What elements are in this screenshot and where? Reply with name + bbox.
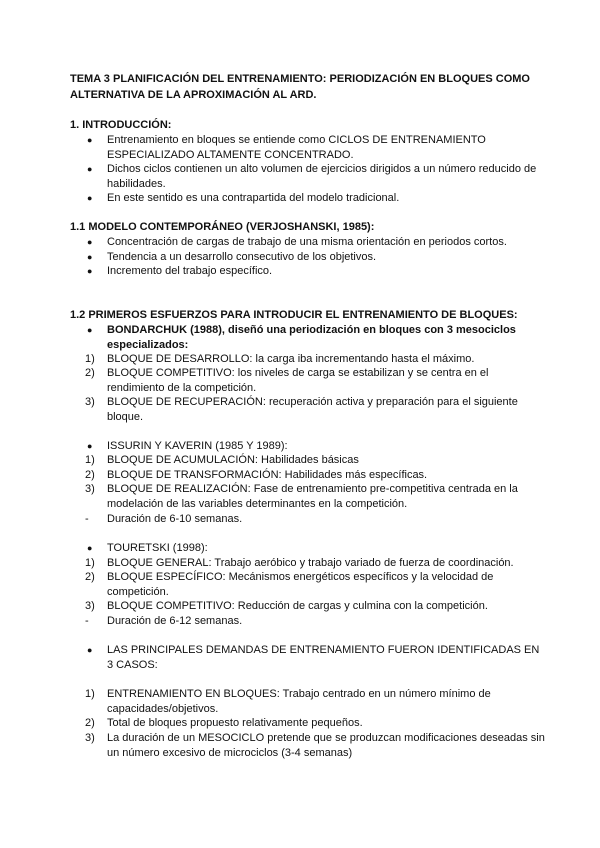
intro-bullet-3-text: En este sentido es una contrapartida del modelo tradicional.: [107, 192, 400, 204]
bondarchuk-item-3-text: BLOQUE DE RECUPERACIÓN: recuperación activa y preparación para el siguiente bloque.: [107, 396, 518, 423]
touretski-intro-text: TOURETSKI (1998):: [107, 542, 208, 554]
modelo-bullet-1: [87, 235, 547, 250]
intro-bullet-1-text: Entrenamiento en bloques se entiende como CICLOS DE ENTRENAMIENTO ESPECIALIZADO ALTAMENTE CONCENTRADO.: [107, 134, 486, 161]
number-marker: 1): [85, 688, 95, 700]
bondarchuk-intro-text: BONDARCHUK (1988), diseñó una periodización en bloques con 3 mesociclos especializados:: [107, 324, 516, 351]
number-marker: 3): [85, 600, 95, 612]
bullet-marker: ●: [87, 237, 93, 247]
issurin-item-1: [85, 453, 547, 468]
demandas-item-1: [85, 687, 547, 717]
bondarchuk-item-1-text: BLOQUE DE DESARROLLO: la carga iba incrementando hasta el máximo.: [107, 353, 475, 365]
bullet-marker: ●: [87, 135, 93, 145]
bullet-marker: ●: [87, 164, 93, 174]
modelo-bullet-1-text: Concentración de cargas de trabajo de una misma orientación en periodos cortos.: [107, 236, 507, 248]
touretski-duration: [85, 614, 547, 629]
demandas-item-2-text: Total de bloques propuesto relativamente pequeños.: [107, 717, 363, 729]
touretski-intro: [87, 541, 547, 556]
touretski-item-3: [85, 599, 547, 614]
demandas-item-2: [85, 716, 547, 731]
modelo-bullet-2: [87, 250, 547, 265]
dash-marker: -: [85, 513, 89, 525]
number-marker: 3): [85, 732, 95, 744]
demandas-item-1-text: ENTRENAMIENTO EN BLOQUES: Trabajo centrado en un número mínimo de capacidades/objetivos.: [107, 688, 491, 715]
section-1-heading: 1. INTRODUCCIÓN:: [70, 119, 172, 131]
section-1-1-heading: 1.1 MODELO CONTEMPORÁNEO (VERJOSHANSKI, 1985):: [70, 221, 375, 233]
issurin-intro-text: ISSURIN Y KAVERIN (1985 Y 1989):: [107, 440, 288, 452]
document-title: TEMA 3 PLANIFICACIÓN DEL ENTRENAMIENTO: PERIODIZACIÓN EN BLOQUES COMO ALTERNATIVA DE LA APROXIMACIÓN AL ARD.: [70, 73, 530, 101]
touretski-item-1: [85, 556, 547, 571]
issurin-item-2: [85, 468, 547, 483]
touretski-item-2: [85, 570, 547, 600]
intro-bullet-3: [87, 191, 547, 206]
number-marker: 1): [85, 557, 95, 569]
section-1-2-heading: 1.2 PRIMEROS ESFUERZOS PARA INTRODUCIR EL ENTRENAMIENTO DE BLOQUES:: [70, 309, 518, 321]
number-marker: 2): [85, 367, 95, 379]
number-marker: 2): [85, 469, 95, 481]
number-marker: 1): [85, 454, 95, 466]
bondarchuk-item-3: [85, 395, 547, 425]
issurin-duration-text: Duración de 6-10 semanas.: [107, 513, 243, 525]
issurin-item-2-text: BLOQUE DE TRANSFORMACIÓN: Habilidades más específicas.: [107, 469, 428, 481]
number-marker: 2): [85, 717, 95, 729]
intro-bullet-2: [87, 162, 547, 192]
touretski-item-1-text: BLOQUE GENERAL: Trabajo aeróbico y trabajo variado de fuerza de coordinación.: [107, 557, 514, 569]
number-marker: 3): [85, 483, 95, 495]
issurin-item-1-text: BLOQUE DE ACUMULACIÓN: Habilidades básicas: [107, 454, 359, 466]
bullet-marker: ●: [87, 193, 93, 203]
bondarchuk-item-1: [85, 352, 547, 367]
modelo-bullet-2-text: Tendencia a un desarrollo consecutivo de los objetivos.: [107, 251, 377, 263]
demandas-intro-text: LAS PRINCIPALES DEMANDAS DE ENTRENAMIENTO FUERON IDENTIFICADAS EN 3 CASOS:: [107, 644, 540, 671]
touretski-item-2-text: BLOQUE ESPECÍFICO: Mecánismos energéticos específicos y la velocidad de competición.: [107, 571, 494, 598]
number-marker: 2): [85, 571, 95, 583]
issurin-item-3: [85, 482, 547, 512]
bondarchuk-item-2-text: BLOQUE COMPETITIVO: los niveles de carga se estabilizan y se centra en el rendimiento de la competición.: [107, 367, 489, 394]
demandas-intro: [87, 643, 547, 673]
demandas-item-3-text: La duración de un MESOCICLO pretende que se produzcan modificaciones deseadas sin un número excesivo de microciclos (3-4 semanas): [107, 732, 545, 759]
bullet-marker: ●: [87, 543, 93, 553]
modelo-bullet-3-text: Incremento del trabajo específico.: [107, 265, 273, 277]
touretski-item-3-text: BLOQUE COMPETITIVO: Reducción de cargas y culmina con la competición.: [107, 600, 488, 612]
intro-bullet-2-text: Dichos ciclos contienen un alto volumen de ejercicios dirigidos a un número reducido de habilidades.: [107, 163, 537, 190]
demandas-item-3: [85, 731, 547, 761]
bullet-marker: ●: [87, 325, 93, 335]
issurin-intro: [87, 439, 547, 454]
issurin-item-3-text: BLOQUE DE REALIZACIÓN: Fase de entrenamiento pre-competitiva centrada en la modelación de las variables determinantes en la competición.: [107, 483, 518, 510]
modelo-bullet-3: [87, 264, 547, 279]
issurin-duration: [85, 512, 547, 527]
intro-bullet-1: [87, 133, 547, 163]
bondarchuk-intro: [87, 323, 547, 353]
bondarchuk-item-2: [85, 366, 547, 396]
bullet-marker: ●: [87, 252, 93, 262]
bullet-marker: ●: [87, 441, 93, 451]
number-marker: 1): [85, 353, 95, 365]
touretski-duration-text: Duración de 6-12 semanas.: [107, 615, 243, 627]
bullet-marker: ●: [87, 645, 93, 655]
dash-marker: -: [85, 615, 89, 627]
bullet-marker: ●: [87, 266, 93, 276]
number-marker: 3): [85, 396, 95, 408]
